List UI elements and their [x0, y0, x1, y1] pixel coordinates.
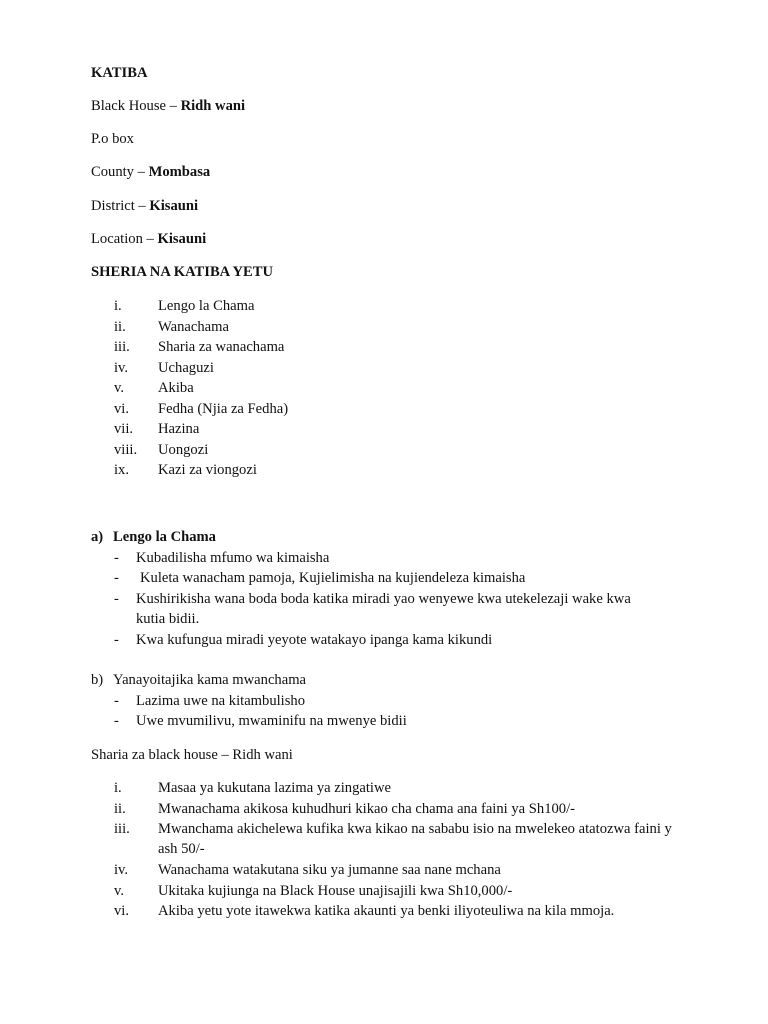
list-item [0, 399, 768, 420]
list-text: Lazima uwe na kitambulisho [136, 692, 305, 709]
section-a-title: Lengo la Chama [113, 529, 216, 545]
list-text: Sharia za wanachama [158, 339, 285, 355]
list-text: Kazi za viongozi [158, 462, 257, 478]
list-number: vi. [114, 903, 129, 919]
section-b-heading [0, 670, 768, 691]
list-text: Wanachama [158, 318, 229, 335]
list-item: - Kuleta wanacham pamoja, Kujielimisha na kujiendeleza kimaisha [0, 568, 768, 589]
list-number: vi. [114, 400, 129, 417]
list-text: Fedha (Njia za Fedha) [158, 400, 289, 417]
location-line [91, 229, 206, 249]
list-item [0, 378, 768, 399]
list-text: Uwe mvumilivu, mwaminifu na mwenye bidii [136, 713, 407, 729]
rules-title: Sharia za black house – Ridh wani [91, 747, 293, 763]
list-number: ix. [114, 462, 129, 478]
list-item [0, 881, 768, 902]
rules-heading: SHERIA NA KATIBA YETU [91, 264, 274, 280]
rules-list [0, 778, 768, 922]
list-item: - Uwe mvumilivu, mwaminifu na mwenye bidii [0, 711, 768, 732]
list-text: Uchaguzi [158, 359, 214, 376]
list-text: Kubadilisha mfumo wa kimaisha [136, 549, 330, 566]
list-item: - Kubadilisha mfumo wa kimaisha [0, 548, 768, 569]
list-number: v. [114, 882, 124, 899]
list-text: Kwa kufungua miradi yeyote watakayo ipanga kama kikundi [136, 631, 493, 648]
list-text: Akiba yetu yote itawekwa katika akaunti ya benki iliyoteuliwa na kila mmoja. [158, 903, 615, 919]
section-a-letter: a) [91, 529, 104, 545]
list-item [0, 419, 768, 440]
list-number: iii. [114, 339, 130, 355]
county-label: County – [91, 164, 149, 180]
list-item [0, 296, 768, 317]
list-number: iii. [114, 821, 130, 837]
list-item: - Lazima uwe na kitambulisho [0, 691, 768, 712]
list-number: i. [114, 780, 122, 796]
list-text: Ukitaka kujiunga na Black House unajisajili kwa Sh10,000/- [158, 882, 513, 899]
list-item [0, 819, 768, 860]
section-b-letter: b) [91, 672, 104, 688]
list-item [0, 337, 768, 358]
list-number: i. [114, 298, 122, 314]
location-label: Location – [91, 231, 158, 247]
section-b-title: Yanayoitajika kama mwanchama [113, 672, 307, 688]
list-item: - Kwa kufungua miradi yeyote watakayo ipanga kama kikundi [0, 630, 768, 651]
list-text: Wanachama watakutana siku ya jumanne saa nane mchana [158, 862, 501, 878]
document-title: KATIBA [91, 65, 148, 81]
list-item [0, 460, 768, 481]
house-value: Ridh wani [180, 98, 246, 114]
list-item [0, 358, 768, 379]
list-number: v. [114, 380, 124, 396]
list-text: Kushirikisha wana boda boda katika miradi yao wenyewe kwa utekelezaji wake kwa kutia bidii. [136, 590, 631, 627]
list-item [0, 317, 768, 338]
list-item [0, 440, 768, 461]
county-line [91, 162, 210, 182]
list-text: Lengo la Chama [158, 298, 255, 314]
county-value: Mombasa [148, 164, 211, 180]
district-label: District – [91, 198, 150, 214]
pobox-line: P.o box [91, 131, 134, 147]
list-number: viii. [114, 441, 138, 458]
section-a-heading [0, 527, 768, 548]
list-item [0, 778, 768, 799]
list-text: Uongozi [158, 441, 209, 458]
list-item [0, 799, 768, 820]
list-item [0, 901, 768, 922]
list-text: Akiba [158, 380, 194, 396]
location-value: Kisauni [157, 231, 207, 247]
section-a [0, 527, 768, 650]
list-text: Mwanchama akichelewa kufika kwa kikao na sababu isio na mwelekeo atatozwa faini y ash 50/- [158, 821, 672, 857]
contents-list [0, 296, 768, 481]
list-number: iv. [114, 359, 129, 376]
list-number: ii. [114, 800, 126, 817]
district-value: Kisauni [149, 198, 199, 214]
list-text: Hazina [158, 421, 200, 437]
list-text: Kuleta wanacham pamoja, Kujielimisha na kujiendeleza kimaisha [140, 570, 526, 586]
list-text: Masaa ya kukutana lazima ya zingatiwe [158, 780, 391, 796]
list-number: vii. [114, 421, 134, 437]
house-line [91, 96, 245, 116]
list-number: ii. [114, 318, 126, 335]
district-line [91, 196, 198, 216]
list-item: - Kushirikisha wana boda boda katika miradi yao wenyewe kwa utekelezaji wake kwa kutia bidii. [0, 589, 768, 630]
house-label: Black House – [91, 98, 181, 114]
section-b [0, 670, 768, 732]
list-item [0, 860, 768, 881]
list-number: iv. [114, 862, 129, 878]
list-text: Mwanachama akikosa kuhudhuri kikao cha chama ana faini ya Sh100/- [158, 800, 575, 817]
